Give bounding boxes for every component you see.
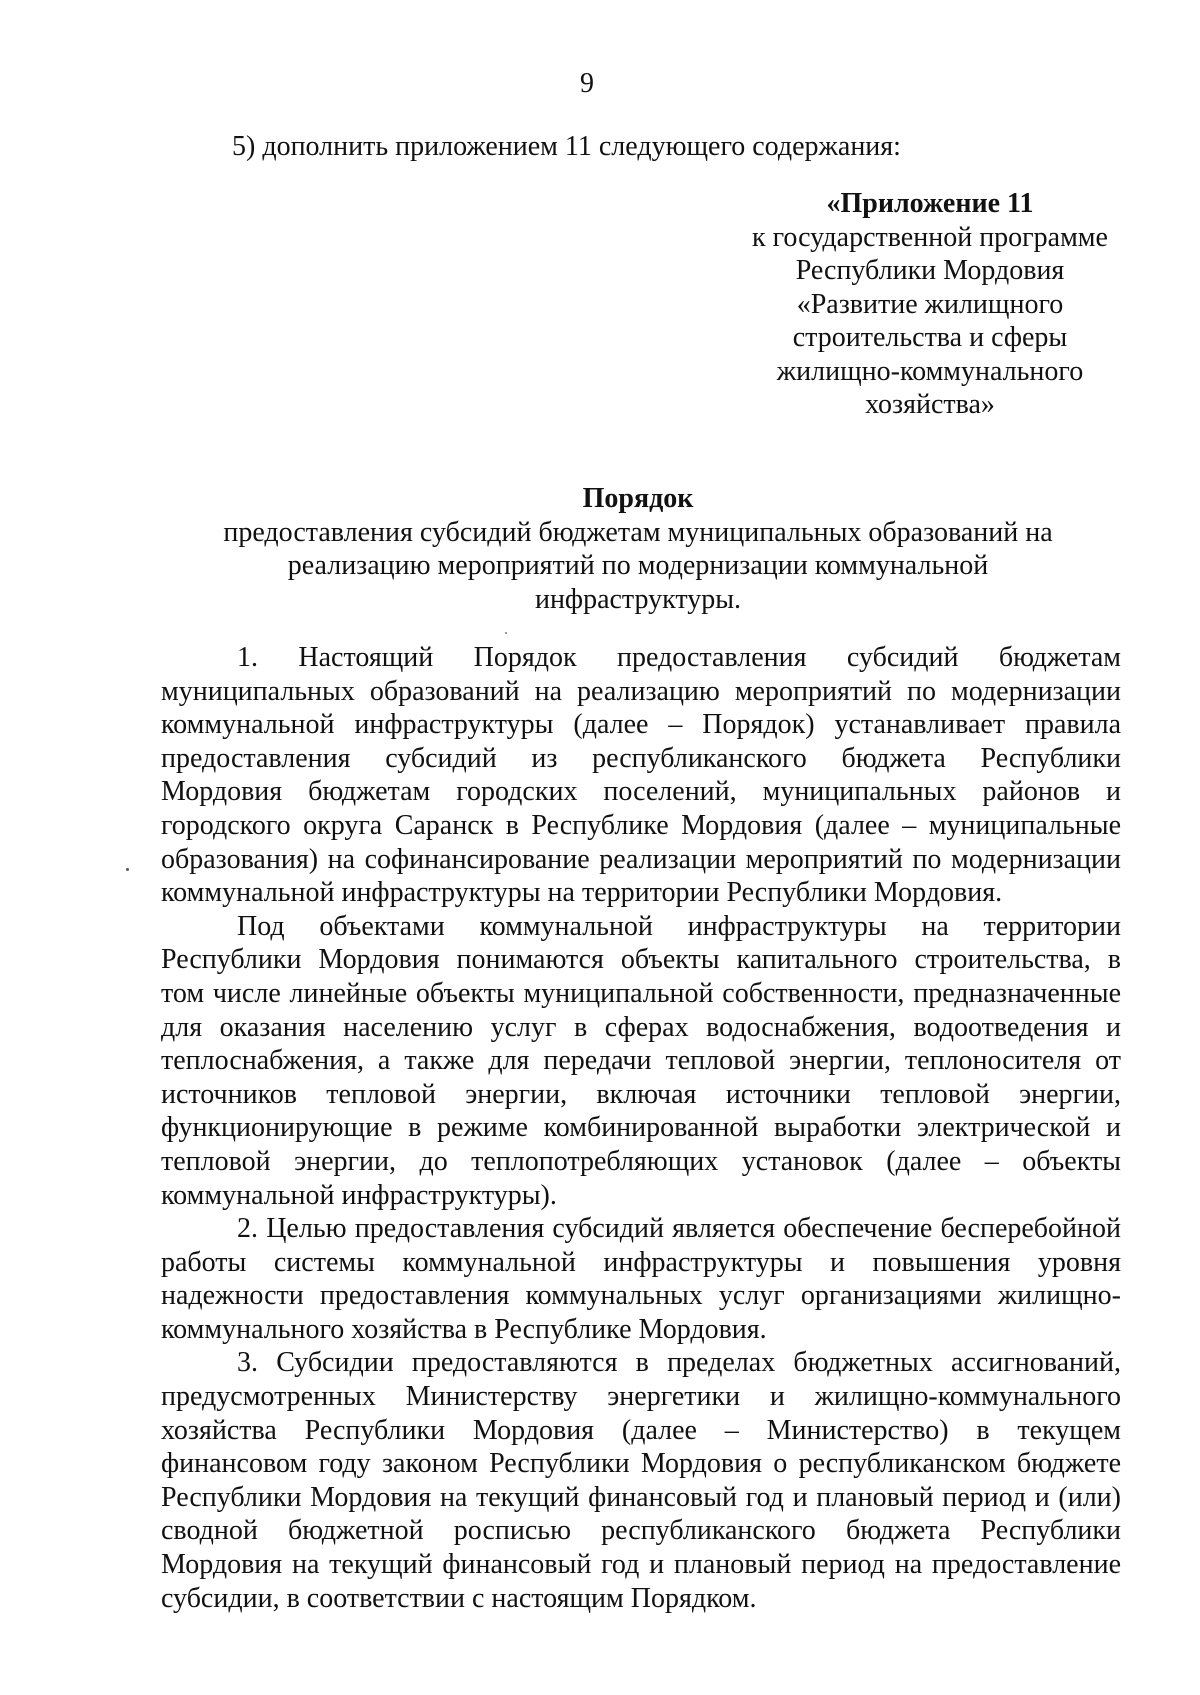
document-body — [161, 641, 1121, 1615]
document-heading — [160, 482, 1116, 616]
body-line: Мордовия бюджетам городских поселений, муниципальных районов и — [161, 776, 1121, 808]
body-line: 2. Целью предоставления субсидий является обеспечение бесперебойной — [237, 1213, 1121, 1245]
body-line: субсидии, в соответствии с настоящим Порядком. — [161, 1582, 757, 1614]
heading-subtitle-line: инфраструктуры. — [534, 583, 742, 615]
body-line: Мордовия на текущий финансовый год и плановый период на предоставление — [161, 1549, 1121, 1581]
body-line: предоставления субсидий из республиканского бюджета Республики — [161, 742, 1121, 774]
appendix-line: строительства и сферы — [792, 322, 1068, 353]
appendix-line: к государственной программе — [752, 221, 1108, 253]
body-line: том числе линейные объекты муниципальной собственности, предназначенные — [161, 977, 1121, 1009]
body-line: работы системы коммунальной инфраструктуры и повышения уровня — [161, 1246, 1121, 1278]
body-line: городского округа Саранск в Республике Мордовия (далее – муниципальные — [161, 809, 1121, 841]
scan-speck — [505, 632, 507, 634]
heading-subtitle-line: реализацию мероприятий по модернизации коммунальной — [287, 550, 989, 581]
scan-speck — [126, 868, 129, 871]
body-line: тепловой энергии, до теплопотребляющих установок (далее – объекты — [161, 1145, 1121, 1177]
body-line: предусмотренных Министерству энергетики и жилищно-коммунального — [161, 1381, 1121, 1413]
body-line: образования) на софинансирование реализации мероприятий по модернизации — [161, 843, 1121, 875]
appendix-header — [720, 187, 1140, 422]
heading-subtitle-line: предоставления субсидий бюджетам муниципальных образований на — [223, 516, 1053, 548]
page-number: 9 — [580, 68, 594, 99]
body-line: коммунальной инфраструктуры на территории Республики Мордовия. — [161, 877, 1003, 909]
body-line: функционирующие в режиме комбинированной выработки электрической и — [161, 1112, 1121, 1144]
body-line: 1. Настоящий Порядок предоставления субсидий бюджетам — [237, 642, 1121, 673]
body-line: Республики Мордовия понимаются объекты капитального строительства, в — [161, 944, 1121, 976]
body-line: Под объектами коммунальной инфраструктуры на территории — [237, 910, 1121, 942]
body-line: 3. Субсидии предоставляются в пределах бюджетных ассигнований, — [237, 1347, 1121, 1379]
appendix-line: Республики Мордовия — [795, 255, 1065, 286]
body-line: финансовом году законом Республики Мордовия о республиканском бюджете — [161, 1448, 1121, 1480]
body-line: источников тепловой энергии, включая источники тепловой энергии, — [161, 1078, 1121, 1110]
body-line: Республики Мордовия на текущий финансовый год и плановый период и (или) — [161, 1481, 1121, 1513]
body-line: муниципальных образований на реализацию мероприятий по модернизации — [161, 675, 1121, 707]
body-line: коммунального хозяйства в Республике Мордовия. — [161, 1313, 767, 1345]
body-line: надежности предоставления коммунальных услуг организациями жилищно- — [161, 1280, 1121, 1312]
body-line: хозяйства Республики Мордовия (далее – Министерство) в текущем — [161, 1414, 1121, 1446]
heading-title: Порядок — [582, 483, 694, 514]
appendix-line: хозяйства» — [865, 389, 995, 420]
body-line: сводной бюджетной росписью республиканского бюджета Республики — [161, 1515, 1121, 1547]
body-line: для оказания населению услуг в сферах водоснабжения, водоотведения и — [161, 1011, 1121, 1043]
intro-paragraph: 5) дополнить приложением 11 следующего содержания: — [232, 131, 901, 162]
appendix-title: «Приложение 11 — [826, 188, 1034, 219]
body-line: коммунальной инфраструктуры). — [161, 1179, 557, 1211]
appendix-line: жилищно-коммунального — [776, 355, 1084, 387]
body-line: коммунальной инфраструктуры (далее – Порядок) устанавливает правила — [161, 709, 1121, 741]
heading-subtitle — [160, 516, 1116, 617]
appendix-line: «Развитие жилищного — [796, 288, 1064, 320]
body-line: теплоснабжения, а также для передачи тепловой энергии, теплоносителя от — [161, 1045, 1121, 1077]
